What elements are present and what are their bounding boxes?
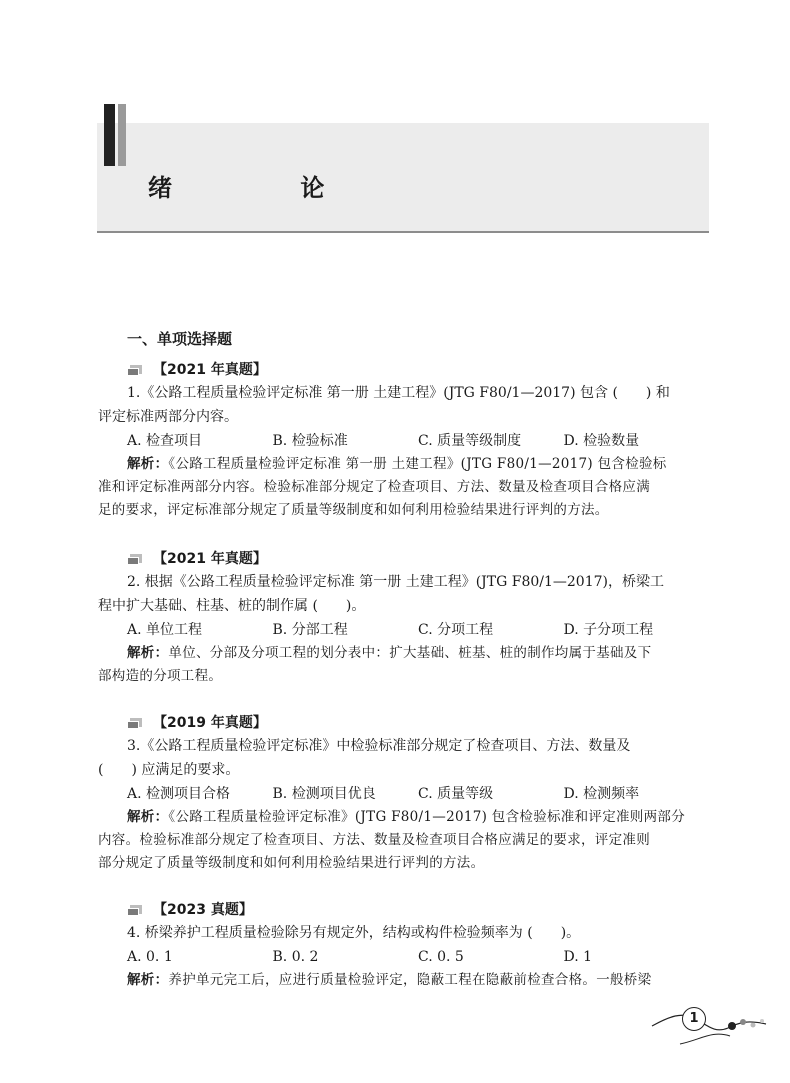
analysis-line: 准和评定标准两部分内容。检验标准部分规定了检查项目、方法、数量及检查项目合格应满 <box>98 479 650 495</box>
option-b: B. 0. 2 <box>272 949 319 965</box>
option-b: B. 检测项目优良 <box>272 786 376 802</box>
analysis-line: 《公路工程质量检验评定标准 第一册 土建工程》(JTG F80/1—2017) 包含检验标 <box>168 456 667 472</box>
options-row <box>127 782 709 806</box>
tag-icon <box>127 905 142 916</box>
year-tag <box>127 899 709 921</box>
question-stem-line: ( ) 应满足的要求。 <box>98 762 240 778</box>
analysis <box>127 969 709 992</box>
option-b: B. 检验标准 <box>272 433 348 449</box>
option-d: D. 1 <box>563 949 593 965</box>
option-a: A. 检测项目合格 <box>127 786 231 802</box>
tag-icon <box>127 718 142 729</box>
analysis <box>98 806 709 875</box>
analysis-line: 内容。检验标准部分规定了检查项目、方法、数量及检查项目合格应满足的要求，评定准则 <box>98 832 650 848</box>
page-number: 1 <box>682 1007 706 1031</box>
question-4 <box>127 899 709 992</box>
analysis <box>98 642 709 688</box>
chapter-title: 绪 论 <box>148 174 385 202</box>
analysis-line: 部分规定了质量等级制度和如何利用检验结果进行评判的方法。 <box>98 855 485 871</box>
question-stem-line: 程中扩大基础、柱基、桩的制作属 ( )。 <box>98 598 366 614</box>
analysis-label: 解析： <box>127 972 169 988</box>
option-c: C. 分项工程 <box>418 622 494 638</box>
analysis-label: 解析： <box>127 645 169 661</box>
question-stem-line: 评定标准两部分内容。 <box>98 409 238 425</box>
option-a: A. 检查项目 <box>127 433 203 449</box>
analysis-line: 单位、分部及分项工程的划分表中：扩大基础、桩基、桩的制作均属于基础及下 <box>168 645 652 661</box>
tag-icon <box>127 365 142 376</box>
option-d: D. 检测频率 <box>563 786 640 802</box>
analysis-label: 解析： <box>127 456 169 472</box>
option-c: C. 质量等级 <box>418 786 494 802</box>
analysis-line: 养护单元完工后，应进行质量检验评定，隐蔽工程在隐蔽前检查合格。一般桥梁 <box>168 972 652 988</box>
options-row <box>127 945 709 969</box>
option-a: A. 单位工程 <box>127 622 203 638</box>
year-tag <box>127 712 709 734</box>
year-tag-label: 【2023 真题】 <box>153 902 253 918</box>
question-stem-line: 4. 桥梁养护工程质量检验除另有规定外，结构或构件检验频率为 ( )。 <box>127 925 581 941</box>
tag-icon <box>127 554 142 565</box>
options-row <box>127 429 709 453</box>
chapter-bar-gray <box>118 104 126 166</box>
options-row <box>127 618 709 642</box>
page-number-decoration <box>650 1000 770 1050</box>
option-c: C. 质量等级制度 <box>418 433 522 449</box>
year-tag <box>127 359 709 381</box>
option-a: A. 0. 1 <box>127 949 173 965</box>
year-tag-label: 【2021 年真题】 <box>153 551 267 567</box>
question-stem-line: 1.《公路工程质量检验评定标准 第一册 土建工程》(JTG F80/1—2017) 包含 ( ) 和 <box>127 385 670 401</box>
option-c: C. 0. 5 <box>418 949 464 965</box>
section-title: 一、单项选择题 <box>127 330 233 348</box>
analysis <box>98 453 709 522</box>
option-d: D. 子分项工程 <box>563 622 654 638</box>
year-tag-label: 【2019 年真题】 <box>153 715 267 731</box>
question-1 <box>98 359 709 522</box>
question-2 <box>98 548 709 688</box>
question-3 <box>98 712 709 875</box>
option-d: D. 检验数量 <box>563 433 640 449</box>
analysis-line: 部构造的分项工程。 <box>98 668 223 684</box>
analysis-line: 足的要求，评定标准部分规定了质量等级制度和如何利用检验结果进行评判的方法。 <box>98 502 609 518</box>
year-tag <box>127 548 709 570</box>
option-b: B. 分部工程 <box>272 622 348 638</box>
year-tag-label: 【2021 年真题】 <box>153 362 267 378</box>
analysis-line: 《公路工程质量检验评定标准》(JTG F80/1—2017) 包含检验标准和评定准则两部分 <box>168 809 686 825</box>
question-stem-line: 3.《公路工程质量检验评定标准》中检验标准部分规定了检查项目、方法、数量及 <box>127 738 631 754</box>
analysis-label: 解析： <box>127 809 169 825</box>
chapter-bar-dark <box>104 104 115 166</box>
question-stem-line: 2. 根据《公路工程质量检验评定标准 第一册 土建工程》(JTG F80/1—2017)，桥梁工 <box>127 574 664 590</box>
